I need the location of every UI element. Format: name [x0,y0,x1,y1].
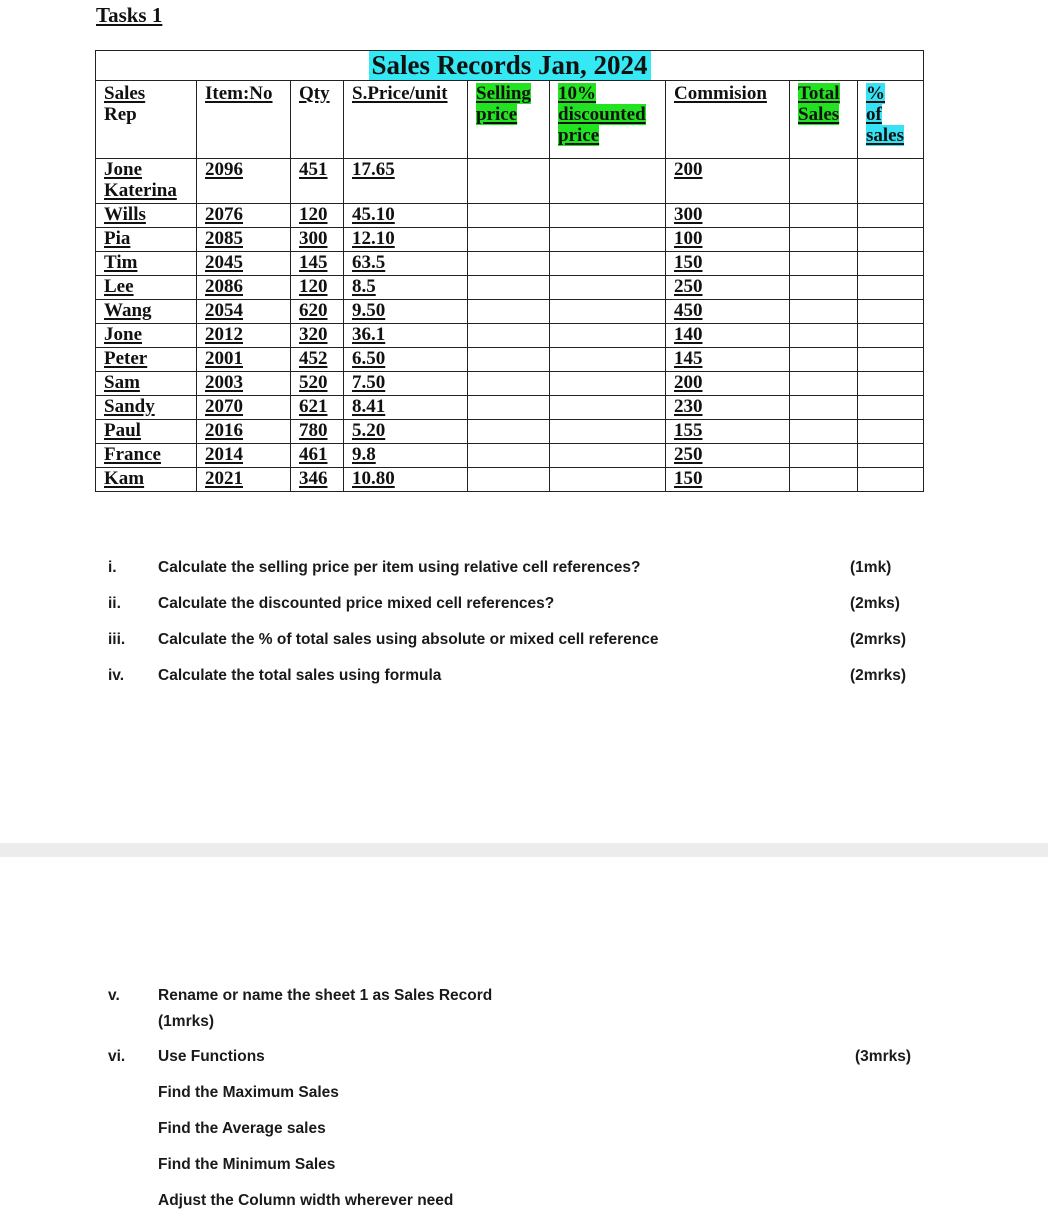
cell-qty-text: 621 [299,396,328,417]
cell-price-text: 7.50 [352,372,386,393]
cell-commission-text: 200 [674,372,703,393]
cell-discounted-price [550,300,666,324]
cell-item-no [197,420,291,444]
cell-qty [291,396,344,420]
cell-qty [291,276,344,300]
cell-rep [96,159,197,204]
cell-rep [96,420,197,444]
header-sales-rep-line2: Rep [104,104,137,125]
question-2-marks: (2mks) [850,595,900,612]
table-title-cell [96,51,924,81]
page-title: Tasks 1 [96,3,163,27]
cell-percent-sales [858,444,924,468]
cell-discounted-price [550,420,666,444]
cell-percent-sales [858,348,924,372]
cell-price [344,228,468,252]
header-percent-sales [858,81,924,159]
cell-selling-price [468,159,550,204]
cell-commission-text: 150 [674,468,703,489]
cell-selling-price [468,396,550,420]
cell-price-text: 6.50 [352,348,386,369]
header-item-no-text: Item:No [205,83,273,104]
cell-item-no-text: 2016 [205,420,243,441]
cell-rep [96,276,197,300]
cell-commission [666,468,790,492]
sales-records-table [95,50,924,492]
cell-price [344,159,468,204]
cell-commission [666,252,790,276]
cell-price-text: 63.5 [352,252,386,273]
cell-qty-text: 620 [299,300,328,321]
cell-selling-price [468,300,550,324]
cell-discounted-price [550,324,666,348]
cell-commission-text: 200 [674,159,703,180]
cell-percent-sales [858,420,924,444]
cell-discounted-price [550,396,666,420]
cell-rep-text: Sam [104,372,140,393]
cell-discounted-price [550,252,666,276]
cell-price-text: 5.20 [352,420,386,441]
question-1-number: i. [108,559,117,576]
header-discount-line1: 10% [558,83,596,104]
question-1-text: Calculate the selling price per item using relative cell references? [158,559,641,576]
cell-total-sales [790,204,858,228]
cell-item-no-text: 2014 [205,444,243,465]
cell-item-no-text: 2085 [205,228,243,249]
cell-total-sales [790,468,858,492]
cell-qty-text: 520 [299,372,328,393]
cell-commission [666,300,790,324]
cell-item-no [197,468,291,492]
cell-qty-text: 346 [299,468,328,489]
cell-rep [96,444,197,468]
cell-selling-price [468,204,550,228]
cell-selling-price [468,276,550,300]
cell-rep [96,300,197,324]
cell-item-no [197,396,291,420]
cell-total-sales [790,444,858,468]
cell-qty-text: 120 [299,276,328,297]
cell-rep-text: Sandy [104,396,155,417]
cell-price [344,420,468,444]
cell-commission-text: 250 [674,444,703,465]
cell-commission [666,420,790,444]
cell-item-no [197,276,291,300]
header-commission-text: Commision [674,83,767,104]
question-4-text: Calculate the total sales using formula [158,667,442,684]
question-3-number: iii. [108,631,126,648]
cell-qty [291,420,344,444]
cell-commission [666,204,790,228]
cell-percent-sales [858,252,924,276]
cell-discounted-price [550,372,666,396]
question-2-text: Calculate the discounted price mixed cell references? [158,595,555,612]
header-selling-line1: Selling [476,83,531,104]
cell-price-text: 36.1 [352,324,386,345]
header-item-no [197,81,291,159]
cell-percent-sales [858,468,924,492]
sub-item-average: Find the Average sales [158,1120,326,1137]
header-sales-rep [96,81,197,159]
cell-percent-sales [858,276,924,300]
cell-item-no-text: 2086 [205,276,243,297]
cell-item-no-text: 2070 [205,396,243,417]
cell-rep-text: Peter [104,348,148,369]
cell-commission-text: 145 [674,348,703,369]
cell-commission [666,396,790,420]
cell-percent-sales [858,300,924,324]
table-row [96,252,924,276]
table-row [96,159,924,204]
cell-rep [96,372,197,396]
cell-selling-price [468,444,550,468]
cell-price [344,348,468,372]
sub-item-minimum: Find the Minimum Sales [158,1156,336,1173]
header-selling-line2: price [476,104,518,125]
header-pct-line2: of [866,104,882,125]
cell-commission-text: 140 [674,324,703,345]
cell-qty [291,300,344,324]
cell-percent-sales [858,204,924,228]
table-row [96,324,924,348]
cell-commission [666,228,790,252]
question-6-text: Use Functions [158,1048,265,1065]
cell-total-sales [790,159,858,204]
table-row [96,300,924,324]
cell-rep-text: Tim [104,252,138,273]
table-row [96,468,924,492]
cell-percent-sales [858,228,924,252]
cell-qty [291,468,344,492]
cell-rep [96,396,197,420]
cell-total-sales [790,396,858,420]
table-title: Sales Records Jan, 2024 [369,51,651,81]
cell-discounted-price [550,468,666,492]
cell-rep-text: France [104,444,161,465]
question-1-marks: (1mk) [850,559,892,576]
cell-price-text: 9.8 [352,444,376,465]
cell-price [344,324,468,348]
cell-price-text: 45.10 [352,204,395,225]
question-3-text: Calculate the % of total sales using absolute or mixed cell reference [158,631,659,648]
cell-discounted-price [550,159,666,204]
cell-item-no-text: 2001 [205,348,243,369]
cell-total-sales [790,252,858,276]
cell-commission [666,159,790,204]
question-5-text: Rename or name the sheet 1 as Sales Record [158,987,493,1004]
cell-selling-price [468,420,550,444]
cell-price-text: 12.10 [352,228,395,249]
question-2-number: ii. [108,595,121,612]
cell-percent-sales [858,396,924,420]
header-total-line1: Total [798,83,840,104]
cell-discounted-price [550,204,666,228]
cell-qty [291,228,344,252]
table-row [96,396,924,420]
cell-item-no [197,252,291,276]
cell-item-no [197,324,291,348]
cell-commission-text: 250 [674,276,703,297]
cell-item-no-text: 2003 [205,372,243,393]
header-pct-line3: sales [866,125,904,146]
cell-commission [666,324,790,348]
cell-percent-sales [858,372,924,396]
header-sales-rep-line1: Sales [104,83,146,104]
cell-item-no [197,228,291,252]
cell-item-no-text: 2054 [205,300,243,321]
table-row [96,420,924,444]
cell-selling-price [468,348,550,372]
header-commission [666,81,790,159]
cell-selling-price [468,468,550,492]
cell-qty [291,324,344,348]
cell-price [344,396,468,420]
cell-price [344,372,468,396]
question-5-marks: (1mrks) [158,1013,214,1030]
cell-commission-text: 230 [674,396,703,417]
cell-price [344,444,468,468]
cell-qty [291,159,344,204]
header-total-sales [790,81,858,159]
cell-item-no-text: 2076 [205,204,243,225]
header-qty-text: Qty [299,83,330,104]
table-row [96,228,924,252]
cell-rep [96,324,197,348]
question-3-marks: (2mrks) [850,631,906,648]
question-6-number: vi. [108,1048,126,1065]
cell-rep-text: Wang [104,300,152,321]
cell-item-no [197,159,291,204]
cell-item-no-text: 2021 [205,468,243,489]
cell-total-sales [790,348,858,372]
cell-selling-price [468,324,550,348]
cell-commission-text: 150 [674,252,703,273]
table-row [96,444,924,468]
cell-rep [96,228,197,252]
header-price-text: S.Price/unit [352,83,448,104]
cell-total-sales [790,420,858,444]
cell-qty [291,348,344,372]
cell-rep [96,348,197,372]
cell-item-no [197,372,291,396]
cell-price [344,468,468,492]
cell-rep-text: Wills [104,204,146,225]
cell-percent-sales [858,324,924,348]
table-row [96,348,924,372]
cell-commission-text: 155 [674,420,703,441]
cell-price-text: 9.50 [352,300,386,321]
cell-total-sales [790,324,858,348]
cell-qty-text: 120 [299,204,328,225]
cell-price [344,276,468,300]
cell-item-no [197,348,291,372]
cell-price [344,252,468,276]
cell-commission [666,276,790,300]
cell-discounted-price [550,444,666,468]
sub-item-column-width: Adjust the Column width wherever need [158,1192,454,1209]
cell-commission [666,348,790,372]
cell-qty-text: 145 [299,252,328,273]
cell-rep [96,252,197,276]
cell-item-no [197,204,291,228]
header-selling-price [468,81,550,159]
header-discount-line3: price [558,125,600,146]
cell-qty [291,252,344,276]
cell-rep [96,204,197,228]
cell-selling-price [468,252,550,276]
cell-price-text: 8.5 [352,276,376,297]
cell-rep [96,468,197,492]
cell-item-no [197,300,291,324]
table-row [96,372,924,396]
header-pct-line1: % [866,83,885,104]
question-5-number: v. [108,987,120,1004]
page-separator [0,843,1048,857]
cell-commission [666,372,790,396]
cell-price-text: 10.80 [352,468,395,489]
cell-discounted-price [550,276,666,300]
header-discount-line2: discounted [558,104,646,125]
question-6-marks: (3mrks) [855,1048,911,1065]
question-4-marks: (2mrks) [850,667,906,684]
cell-discounted-price [550,348,666,372]
cell-commission [666,444,790,468]
cell-item-no [197,444,291,468]
table-row [96,276,924,300]
cell-rep-text: Lee [104,276,134,297]
cell-item-no-text: 2096 [205,159,243,180]
cell-rep-text: Kam [104,468,145,489]
cell-qty-text: 300 [299,228,328,249]
cell-rep-text: Jone Katerina [104,159,177,201]
cell-rep-text: Paul [104,420,141,441]
header-price [344,81,468,159]
cell-selling-price [468,372,550,396]
cell-price [344,204,468,228]
cell-qty-text: 320 [299,324,328,345]
header-discounted-price [550,81,666,159]
cell-rep-text: Jone [104,324,142,345]
cell-commission-text: 100 [674,228,703,249]
cell-item-no-text: 2012 [205,324,243,345]
header-total-line2: Sales [798,104,840,125]
cell-total-sales [790,372,858,396]
cell-discounted-price [550,228,666,252]
cell-qty [291,444,344,468]
cell-total-sales [790,276,858,300]
cell-item-no-text: 2045 [205,252,243,273]
table-row [96,204,924,228]
question-4-number: iv. [108,667,125,684]
cell-qty [291,372,344,396]
header-qty [291,81,344,159]
cell-total-sales [790,300,858,324]
cell-qty-text: 461 [299,444,328,465]
cell-qty [291,204,344,228]
cell-percent-sales [858,159,924,204]
cell-rep-text: Pia [104,228,131,249]
cell-qty-text: 452 [299,348,328,369]
cell-price [344,300,468,324]
sub-item-maximum: Find the Maximum Sales [158,1084,339,1101]
cell-commission-text: 450 [674,300,703,321]
cell-price-text: 17.65 [352,159,395,180]
cell-price-text: 8.41 [352,396,386,417]
cell-selling-price [468,228,550,252]
cell-total-sales [790,228,858,252]
cell-qty-text: 451 [299,159,328,180]
cell-qty-text: 780 [299,420,328,441]
cell-commission-text: 300 [674,204,703,225]
